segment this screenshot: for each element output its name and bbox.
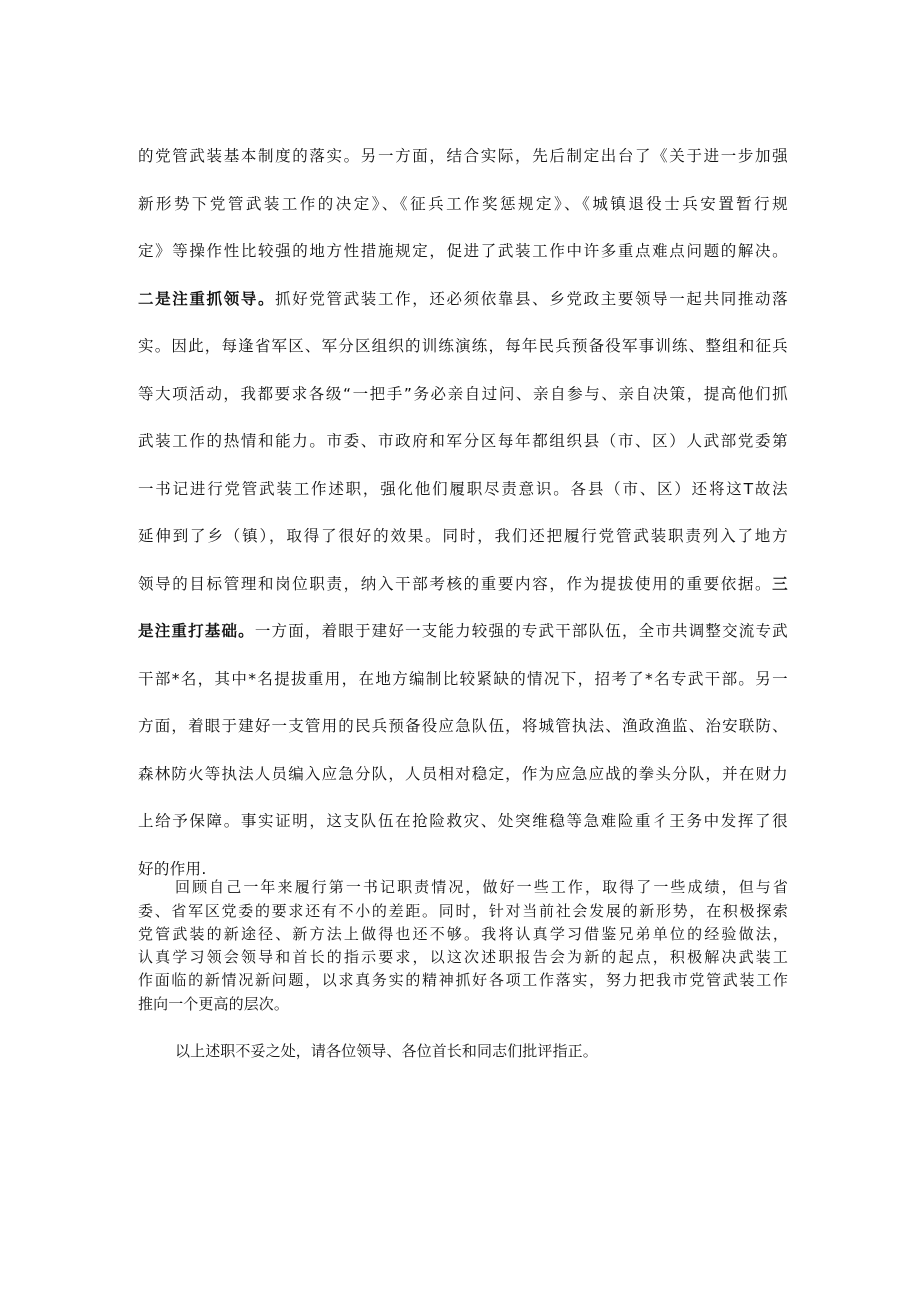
paragraph-line: 的党管武装基本制度的落实。另一方面，结合实际，先后制定出台了《关于进一步加强 xyxy=(138,147,788,165)
paragraph-line: 推向一个更高的层次。 xyxy=(138,995,290,1013)
paragraph-line: 委、省军区党委的要求还有不小的差距。同时，针对当前社会发展的新形势，在积极探索 xyxy=(138,902,788,920)
paragraph-line xyxy=(138,289,788,309)
paragraph-line: 作面临的新情况新问题，以求真务实的精神抓好各项工作落实，努力把我市党管武装工作 xyxy=(138,971,788,989)
paragraph-line: 等大项活动，我都要求各级“一把手”务必亲自过问、亲自参与、亲自决策，提高他们抓 xyxy=(138,385,788,403)
paragraph-line: 上给予保障。事实证明，这支队伍在抢险救灾、处突维稳等急难险重彳王务中发挥了很 xyxy=(138,812,788,830)
heading-point-three: 是注重打基础。 xyxy=(138,622,255,640)
heading-point-two: 二是注重抓领导。 xyxy=(138,290,276,308)
paragraph-line: 实。因此，每逢省军区、军分区组织的训练演练，每年民兵预备役军事训练、整组和征兵 xyxy=(138,337,788,355)
paragraph-line xyxy=(138,574,788,594)
paragraph-line xyxy=(138,621,788,641)
paragraph-line: 一书记进行党管武装工作述职，强化他们履职尽责意识。各县（市、区）还将这T故法 xyxy=(138,480,788,498)
paragraph-text: 抓好党管武装工作，还必须依靠县、乡党政主要领导一起共同推动落 xyxy=(275,290,788,308)
paragraph-line: 回顾自己一年来履行第一书记职责情况，做好一些工作，取得了一些成绩，但与省 xyxy=(175,878,788,896)
paragraph-line: 延伸到了乡（镇），取得了很好的效果。同时，我们还把履行党管武装职责列入了地方 xyxy=(138,527,788,545)
paragraph-line: 森林防火等执法人员编入应急分队，人员相对稳定，作为应急应战的拳头分队，并在财力 xyxy=(138,765,788,783)
paragraph-line: 好的作用. xyxy=(138,860,207,878)
closing-line: 以上述职不妥之处，请各位领导、各位首长和同志们批评指正。 xyxy=(175,1042,598,1060)
paragraph-line: 武装工作的热情和能力。市委、市政府和军分区每年都组织县（市、区）人武部党委第 xyxy=(138,432,788,450)
paragraph-line: 定》等操作性比较强的地方性措施规定，促进了武装工作中许多重点难点问题的解决。 xyxy=(138,242,788,260)
paragraph-text: 领导的目标管理和岗位职责，纳入干部考核的重要内容，作为提拔使用的重要依据。 xyxy=(138,575,773,593)
paragraph-line: 干部*名，其中*名提拔重用，在地方编制比较紧缺的情况下，招考了*名专武干部。另一 xyxy=(138,670,788,688)
paragraph-text: 一方面，着眼于建好一支能力较强的专武干部队伍，全市共调整交流专武 xyxy=(254,622,789,640)
paragraph-line: 认真学习领会领导和首长的指示要求，以这次述职报告会为新的起点，积极解决武装工 xyxy=(138,948,788,966)
paragraph-line: 党管武装的新途径、新方法上做得也还不够。我将认真学习借鉴兄弟单位的经验做法， xyxy=(138,925,788,943)
paragraph-line: 方面，着眼于建好一支管用的民兵预备役应急队伍，将城管执法、渔政渔监、治安联防、 xyxy=(138,717,788,735)
paragraph-line: 新形势下党管武装工作的决定》、《征兵工作奖惩规定》、《城镇退役士兵安置暂行规 xyxy=(138,195,788,213)
heading-point-three-start: 三 xyxy=(772,575,788,593)
